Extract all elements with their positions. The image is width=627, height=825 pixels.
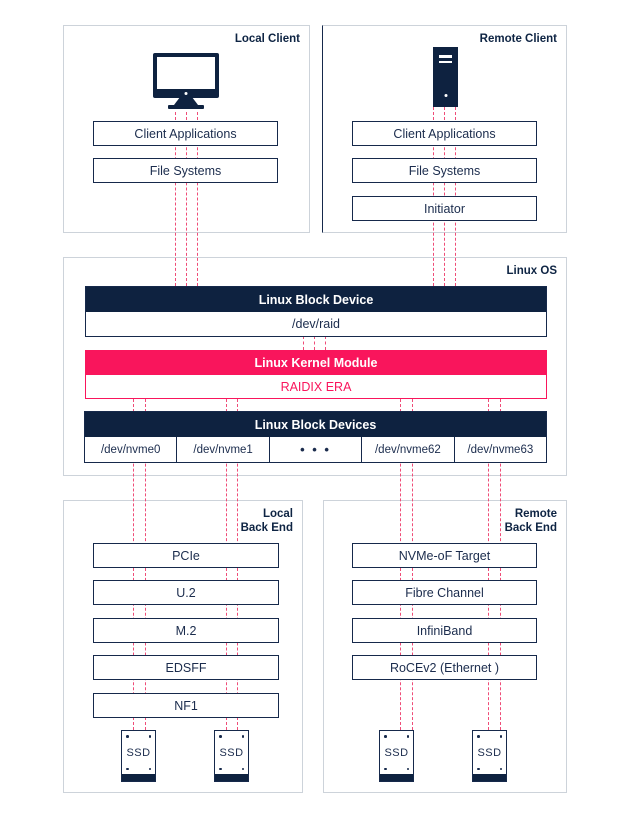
m2-box: M.2 xyxy=(93,618,279,643)
local-backend-title-line2: Back End xyxy=(240,522,293,534)
edsff-box: EDSFF xyxy=(93,655,279,680)
nf1-box: NF1 xyxy=(93,693,279,718)
nvme1-cell: /dev/nvme1 xyxy=(176,437,268,462)
monitor-screen xyxy=(153,53,219,98)
dashed-flow-line xyxy=(325,336,326,350)
dev-raid-value: /dev/raid xyxy=(86,312,546,336)
linux-kernel-module-header: Linux Kernel Module xyxy=(86,351,546,375)
ssd-icon xyxy=(214,730,249,782)
nvmeof-target-box: NVMe-oF Target xyxy=(352,543,537,568)
nvme62-cell: /dev/nvme62 xyxy=(361,437,453,462)
linux-kernel-module-group xyxy=(85,350,547,399)
local-client-applications-box: Client Applications xyxy=(93,121,278,146)
local-client-title: Local Client xyxy=(234,33,300,45)
ssd-label: SSD xyxy=(477,747,502,759)
ssd-icon xyxy=(379,730,414,782)
remote-backend-title xyxy=(505,507,557,535)
pcie-box: PCIe xyxy=(93,543,279,568)
ssd-icon xyxy=(121,730,156,782)
ssd-label: SSD xyxy=(126,747,151,759)
fibre-channel-box: Fibre Channel xyxy=(352,580,537,605)
monitor-icon xyxy=(153,53,219,109)
linux-os-title: Linux OS xyxy=(506,265,557,277)
ellipsis-cell: • • • xyxy=(269,437,361,462)
local-backend-title-line1: Local xyxy=(262,508,293,520)
rocev2-box: RoCEv2 (Ethernet ) xyxy=(352,655,537,680)
remote-client-title: Remote Client xyxy=(479,33,557,45)
ssd-icon xyxy=(472,730,507,782)
remote-file-systems-box: File Systems xyxy=(352,158,537,183)
initiator-box: Initiator xyxy=(352,196,537,221)
remote-backend-title-line1: Remote xyxy=(514,508,557,520)
linux-block-devices-header: Linux Block Devices xyxy=(85,412,546,437)
linux-block-device-header: Linux Block Device xyxy=(86,287,546,312)
nvme63-cell: /dev/nvme63 xyxy=(454,437,546,462)
dashed-flow-line xyxy=(303,336,304,350)
local-backend-title xyxy=(241,507,293,535)
local-file-systems-box: File Systems xyxy=(93,158,278,183)
nvme0-cell: /dev/nvme0 xyxy=(100,443,161,456)
linux-block-devices-group xyxy=(84,411,547,463)
u2-box: U.2 xyxy=(93,580,279,605)
linux-block-device-group xyxy=(85,286,547,337)
remote-backend-title-line2: Back End xyxy=(504,522,557,534)
ssd-label: SSD xyxy=(384,747,409,759)
raidix-era-value: RAIDIX ERA xyxy=(86,375,546,398)
remote-client-applications-box: Client Applications xyxy=(352,121,537,146)
dashed-flow-line xyxy=(314,336,315,350)
ssd-label: SSD xyxy=(219,747,244,759)
nvme-device-row xyxy=(85,437,546,462)
server-tower-icon xyxy=(433,47,458,107)
infiniband-box: InfiniBand xyxy=(352,618,537,643)
